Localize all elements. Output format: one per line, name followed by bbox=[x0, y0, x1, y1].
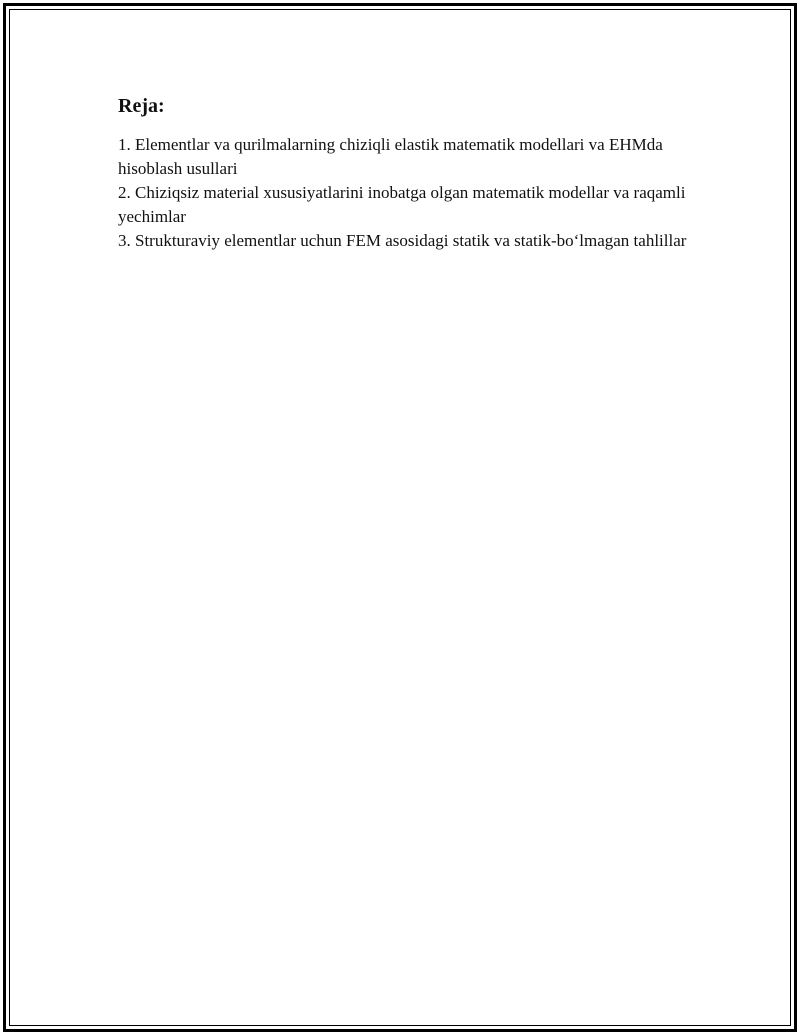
plan-list bbox=[118, 133, 688, 253]
plan-item-3: 3. Strukturaviy elementlar uchun FEM asosidagi statik va statik-bo‘lmagan tahlillar bbox=[118, 231, 687, 250]
plan-item-1: 1. Elementlar va qurilmalarning chiziqli elastik matematik modellari va EHMda hisoblash usullari bbox=[118, 135, 663, 178]
plan-heading: Reja: bbox=[118, 95, 165, 117]
plan-item-2: 2. Chiziqsiz material xususiyatlarini inobatga olgan matematik modellar va raqamli yechimlar bbox=[118, 183, 686, 226]
document-content bbox=[118, 93, 688, 253]
